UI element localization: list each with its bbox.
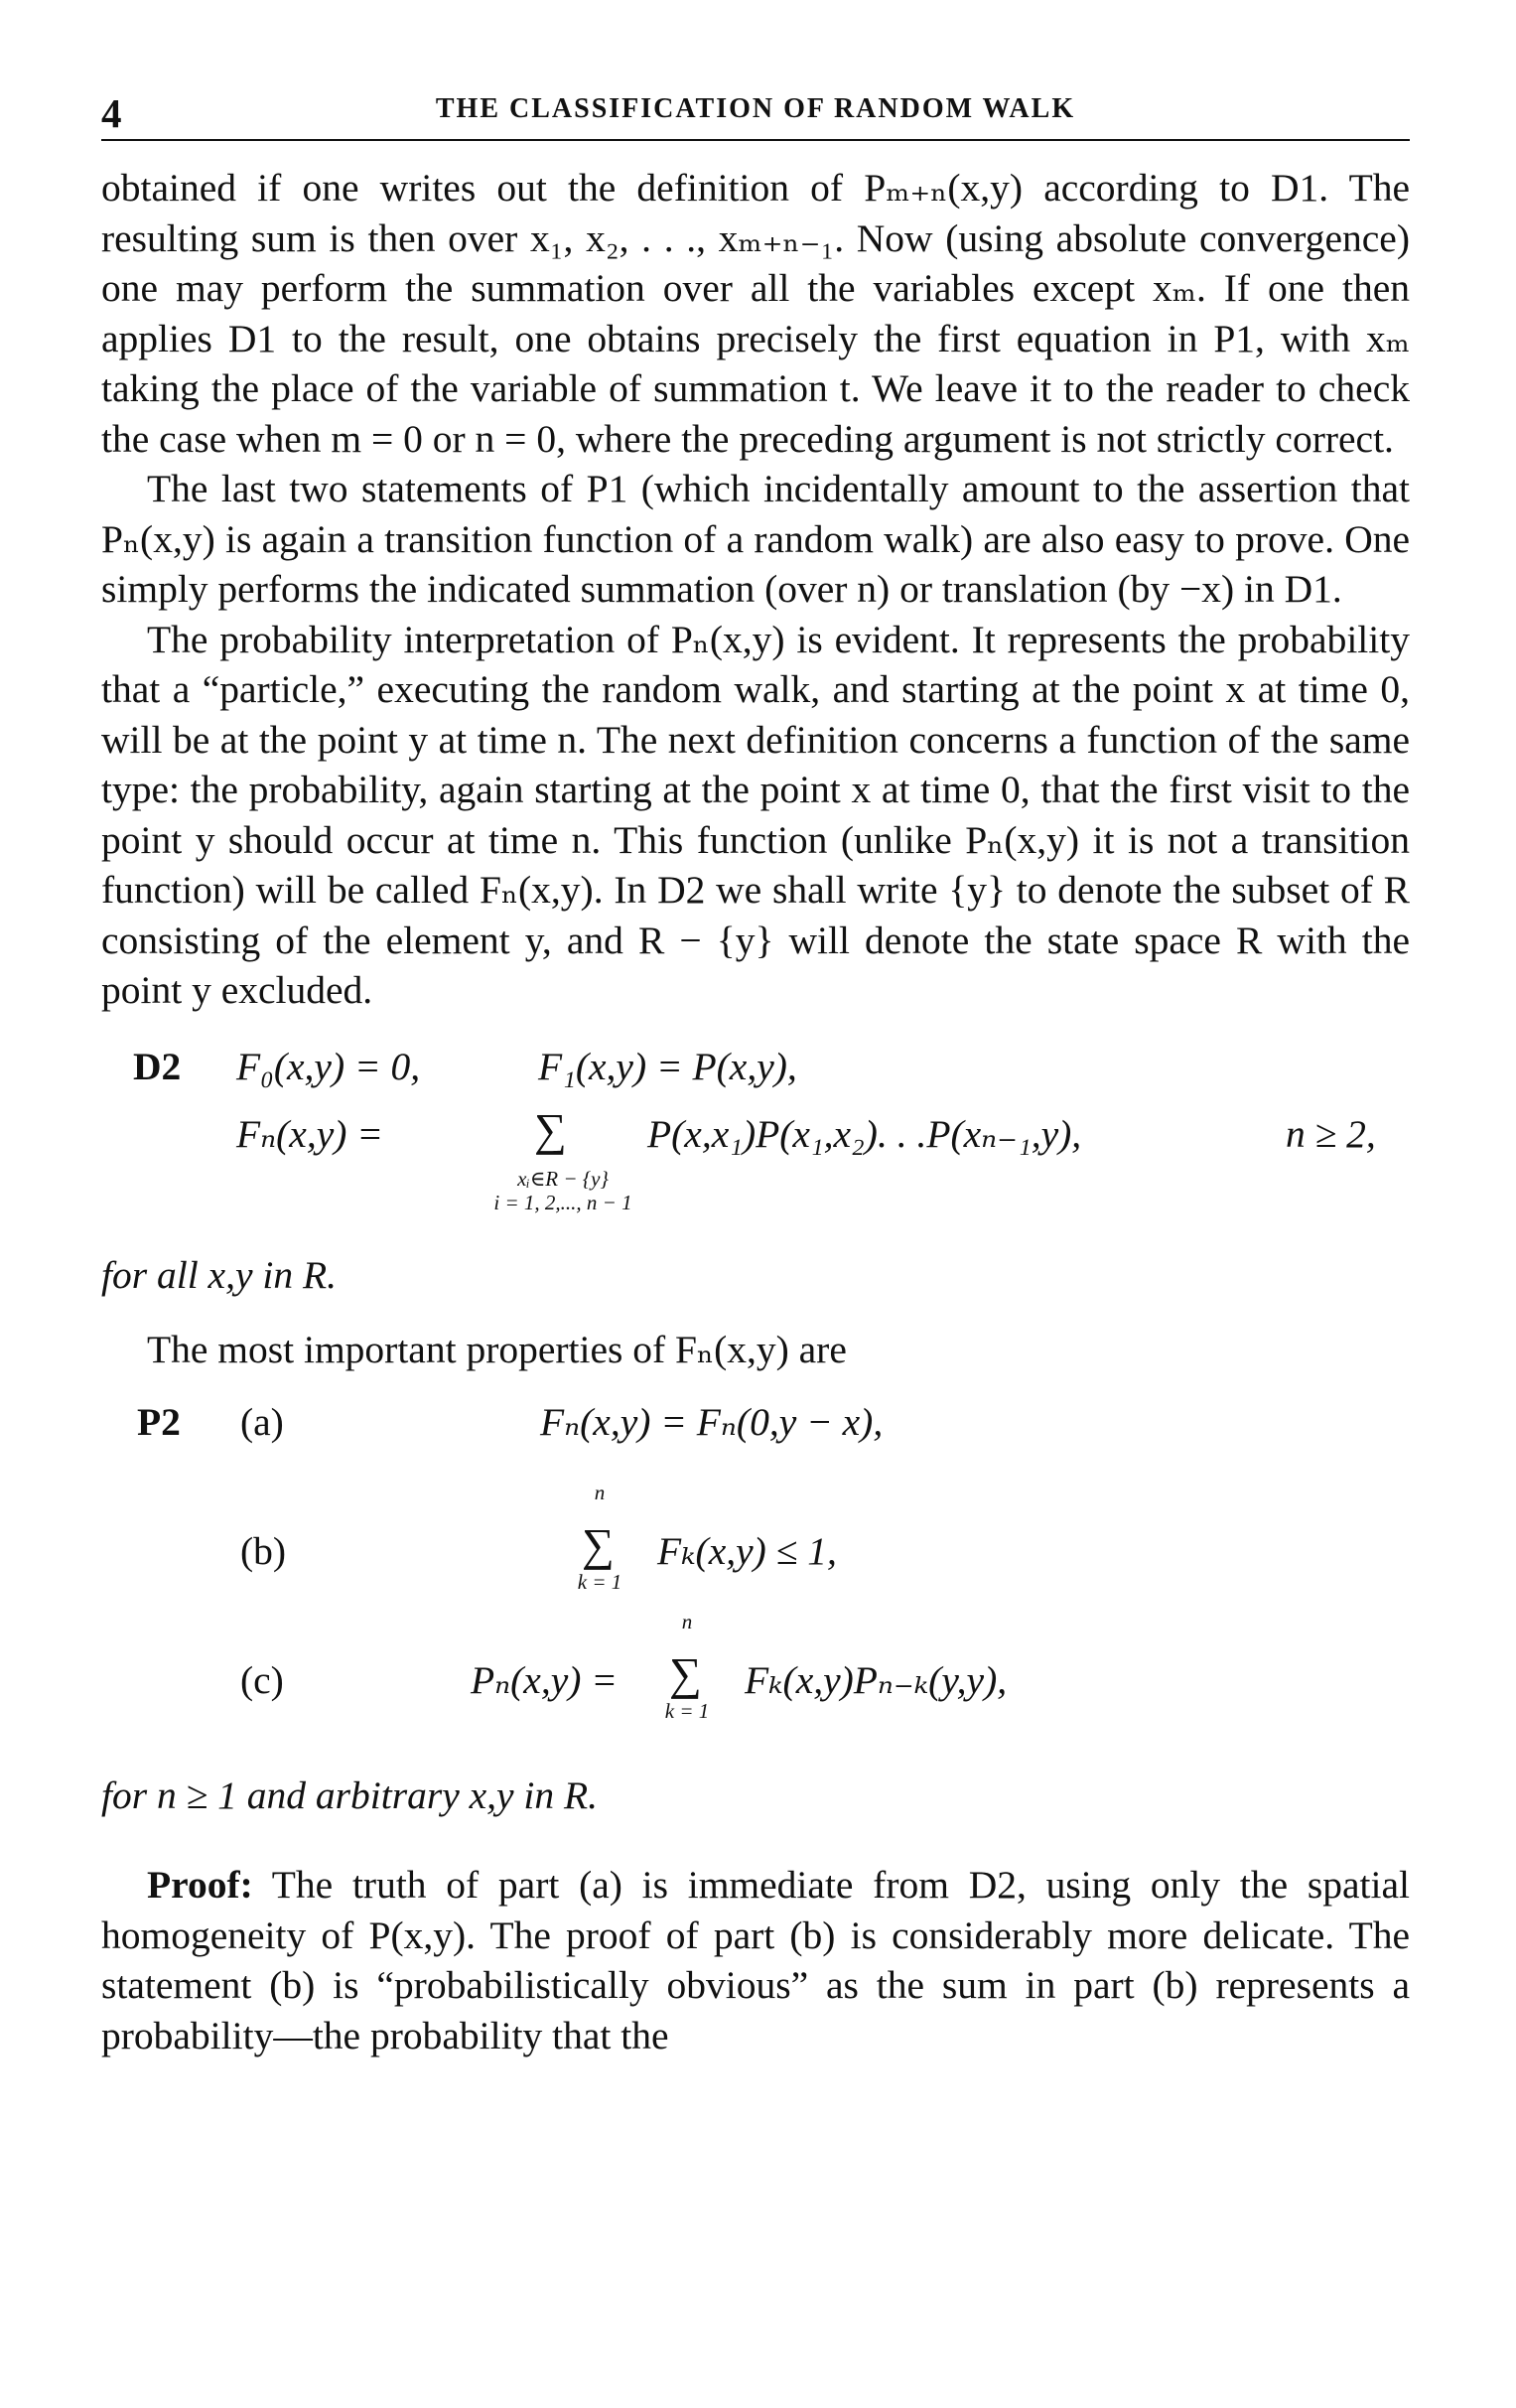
d2-sum-index-set: xᵢ∈R − {y} [517,1166,609,1191]
page-header [101,81,1410,141]
page-number: 4 [101,90,122,136]
p2-b-sigma: ∑ [582,1518,615,1570]
d2-condition: n ≥ 2, [1286,1111,1376,1156]
d2-sum-index-range: i = 1, 2,..., n − 1 [493,1190,632,1214]
running-title: THE CLASSIFICATION OF RANDOM WALK [435,93,1076,124]
d2-footer: for all x,y in R. [101,1252,337,1297]
definition-d2 [101,1016,1410,1250]
p2-b-sum-bottom: k = 1 [577,1569,622,1594]
proof-label: Proof: [147,1863,253,1907]
d2-fn-lhs: Fₙ(x,y) = [236,1111,383,1156]
p2-b-sum-top: n [594,1480,606,1504]
d2-footer-block [101,1250,1410,1375]
paragraph-1: obtained if one writes out the definition of Pₘ₊ₙ(x,y) according to D1. The resulting sum is then over x₁, x₂, . . ., xₘ₊ₙ₋₁. Now (using absolute convergence) one may perform the summation over all the variables except xₘ. If one then applies D1 to the result, one obtains precisely the first equation in P1, with xₘ taking the place of the variable of summation t. We leave it to the reader to check the case when m = 0 or n = 0, where the preceding argument is not strictly correct. [101,166,1410,461]
proof-paragraph [101,1860,1410,2060]
p2-b-formula: Fₖ(x,y) ≤ 1, [657,1528,837,1573]
header-rule [101,139,1410,141]
p2-intro: The most important properties of Fₙ(x,y) are [147,1328,847,1371]
p2-c-formula: Fₖ(x,y)Pₙ₋ₖ(y,y), [745,1657,1008,1702]
p2-c-sigma: ∑ [669,1647,702,1699]
p2-c-lhs: Pₙ(x,y) = [471,1657,618,1702]
p2-b-label: (b) [240,1528,287,1573]
d2-f1: F₁(x,y) = P(x,y), [538,1044,797,1088]
p2-c-sum-top: n [681,1609,693,1633]
p2-label: P2 [137,1399,181,1444]
book-page [101,81,1410,2060]
p2-c-sum-bottom: k = 1 [664,1698,710,1723]
d2-sum-terms: P(x,x₁)P(x₁,x₂). . .P(xₙ₋₁,y), [647,1111,1082,1156]
p2-a-label: (a) [240,1399,284,1444]
d2-f0: F₀(x,y) = 0, [236,1044,421,1088]
proof-text: The truth of part (a) is immediate from D2, using only the spatial homogeneity of P(x,y). The proof of part (b) is considerably more delicate. The statement (b) is “probabilistically obvious” as the sum in part (b) represents a probability—the probability that the [101,1863,1410,2057]
body-text [101,163,1410,1016]
paragraph-3: The probability interpretation of Pₙ(x,y) is evident. It represents the probability that a “particle,” executing the random walk, and starting at the point x at time 0, will be at the point y at time n. The next definition concerns a function of the same type: the probability, again starting at the point x at time 0, that the first visit to the point y should occur at time n. This function (unlike Pₙ(x,y) it is not a transition function) will be called Fₙ(x,y). In D2 we shall write {y} to denote the subset of R consisting of the element y, and R − {y} will denote the state space R with the point y excluded. [101,617,1410,1012]
proposition-p2 [101,1375,1410,1788]
d2-label: D2 [133,1044,182,1088]
p2-footer-block [101,1771,1410,2061]
p2-a-formula: Fₙ(x,y) = Fₙ(0,y − x), [540,1399,884,1444]
d2-sigma: ∑ [534,1103,567,1155]
p2-footer: for n ≥ 1 and arbitrary x,y in R. [101,1772,599,1817]
paragraph-2: The last two statements of P1 (which incidentally amount to the assertion that Pₙ(x,y) is again a transition function of a random walk) are also easy to prove. One simply performs the indicated summation (over n) or translation (by −x) in D1. [101,467,1410,611]
p2-c-label: (c) [240,1657,284,1702]
